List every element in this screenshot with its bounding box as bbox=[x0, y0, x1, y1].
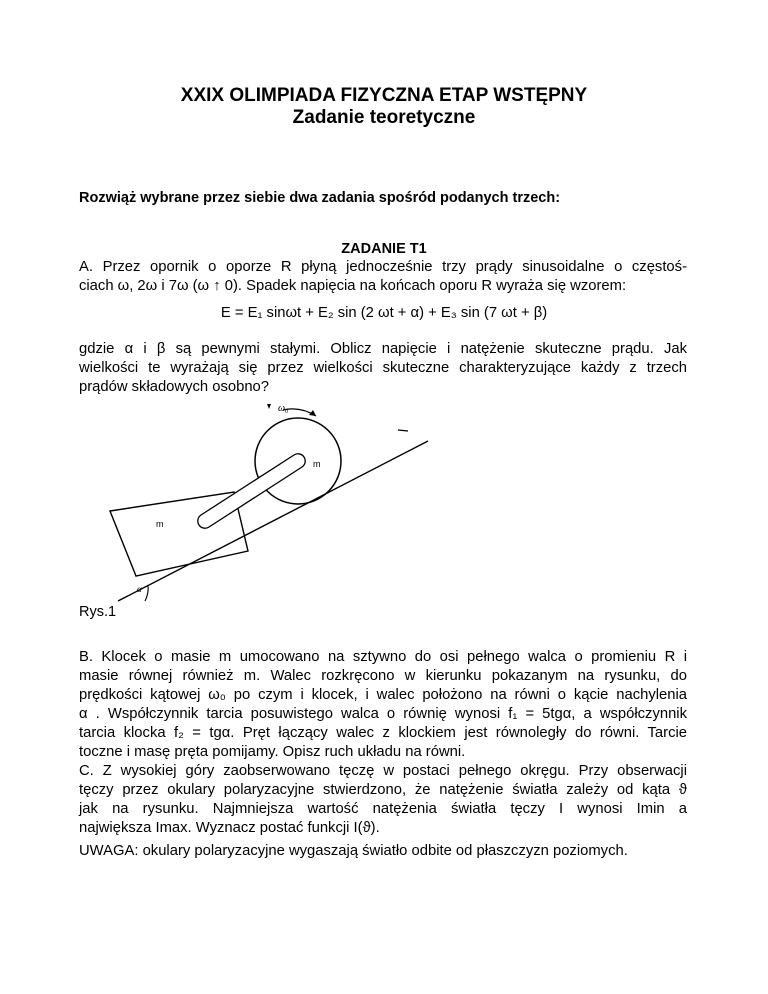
part-c-line-4: największa Imax. Wyznacz postać funkcji I(ϑ). bbox=[79, 820, 380, 836]
incline-line bbox=[118, 441, 428, 601]
connecting-rod bbox=[198, 454, 305, 528]
task-heading: ZADANIE T1 bbox=[341, 241, 427, 257]
olympiad-title: XXIX OLIMPIADA FIZYCZNA ETAP WSTĘPNY bbox=[180, 85, 588, 106]
part-a-line-4: wielkości te wyrażają się przez wielkości skuteczne charakteryzujące każdy z trzech bbox=[79, 360, 687, 376]
block-mass-label: m bbox=[156, 519, 164, 529]
part-b bbox=[79, 648, 687, 762]
omega-marker bbox=[267, 404, 271, 409]
part-b-line-5: tarcia klocka f₂ = tgα. Pręt łączący walec z klockiem jest równoległy do równi. Tarcie bbox=[79, 725, 687, 741]
voltage-equation: E = E₁ sinωt + E₂ sin (2 ωt + α) + E₃ sin (7 ωt + β) bbox=[220, 305, 548, 321]
part-a-question bbox=[79, 340, 687, 397]
part-c-line-2: tęczy przez okulary polaryzacyjne stwierdzono, że natężenie światła zależy od kąta ϑ bbox=[79, 782, 687, 798]
cylinder-mass-label: m bbox=[313, 459, 321, 469]
figure-caption: Rys.1 bbox=[79, 604, 117, 620]
polarization-note: UWAGA: okulary polaryzacyjne wygaszają światło odbite od płaszczyzn poziomych. bbox=[79, 843, 628, 859]
incline-figure bbox=[100, 398, 430, 603]
angle-label: α bbox=[137, 584, 142, 594]
part-a-intro bbox=[79, 258, 687, 296]
part-a-line-3: gdzie α i β są pewnymi stałymi. Oblicz napięcie i natężenie skuteczne prądu. Jak bbox=[79, 341, 687, 357]
part-a-line-5: prądów składowych osobno? bbox=[79, 379, 270, 395]
omega-label: ω₀ bbox=[278, 403, 289, 414]
part-c-line-1: C. Z wysokiej góry zaobserwowano tęczę w postaci pełnego okręgu. Przy obserwacji bbox=[79, 763, 687, 779]
part-b-line-4: α . Współczynnik tarcia posuwistego walca o równię wynosi f₁ = 5tgα, a współczynnik bbox=[79, 706, 687, 722]
part-a-line-1: A. Przez opornik o oporze R płyną jednocześnie trzy prądy sinusoidalne o częstoś- bbox=[79, 259, 687, 275]
part-c bbox=[79, 762, 687, 838]
part-b-line-2: masie równej również m. Walec rozkręcono w kierunku pokazanym na rysunku, do bbox=[79, 668, 687, 684]
incline-mark bbox=[398, 430, 408, 431]
part-b-line-1: B. Klocek o masie m umocowano na sztywno do osi pełnego walca o promieniu R i bbox=[79, 649, 687, 665]
document-subtitle: Zadanie teoretyczne bbox=[292, 107, 476, 128]
part-a-line-2: ciach ω, 2ω i 7ω (ω ↑ 0). Spadek napięcia na końcach oporu R wyraża się wzorem: bbox=[79, 278, 627, 294]
part-b-line-3: prędkości kątowej ω₀ po czym i klocek, i walec położono na równi o kącie nachylenia bbox=[79, 687, 687, 703]
part-c-line-3: jak na rysunku. Najmniejsza wartość natężenia światła tęczy I wynosi Imin a bbox=[79, 801, 687, 817]
instruction-text: Rozwiąż wybrane przez siebie dwa zadania spośród podanych trzech: bbox=[79, 190, 561, 206]
part-b-line-6: toczne i masę pręta pomijamy. Opisz ruch układu na równi. bbox=[79, 744, 466, 760]
